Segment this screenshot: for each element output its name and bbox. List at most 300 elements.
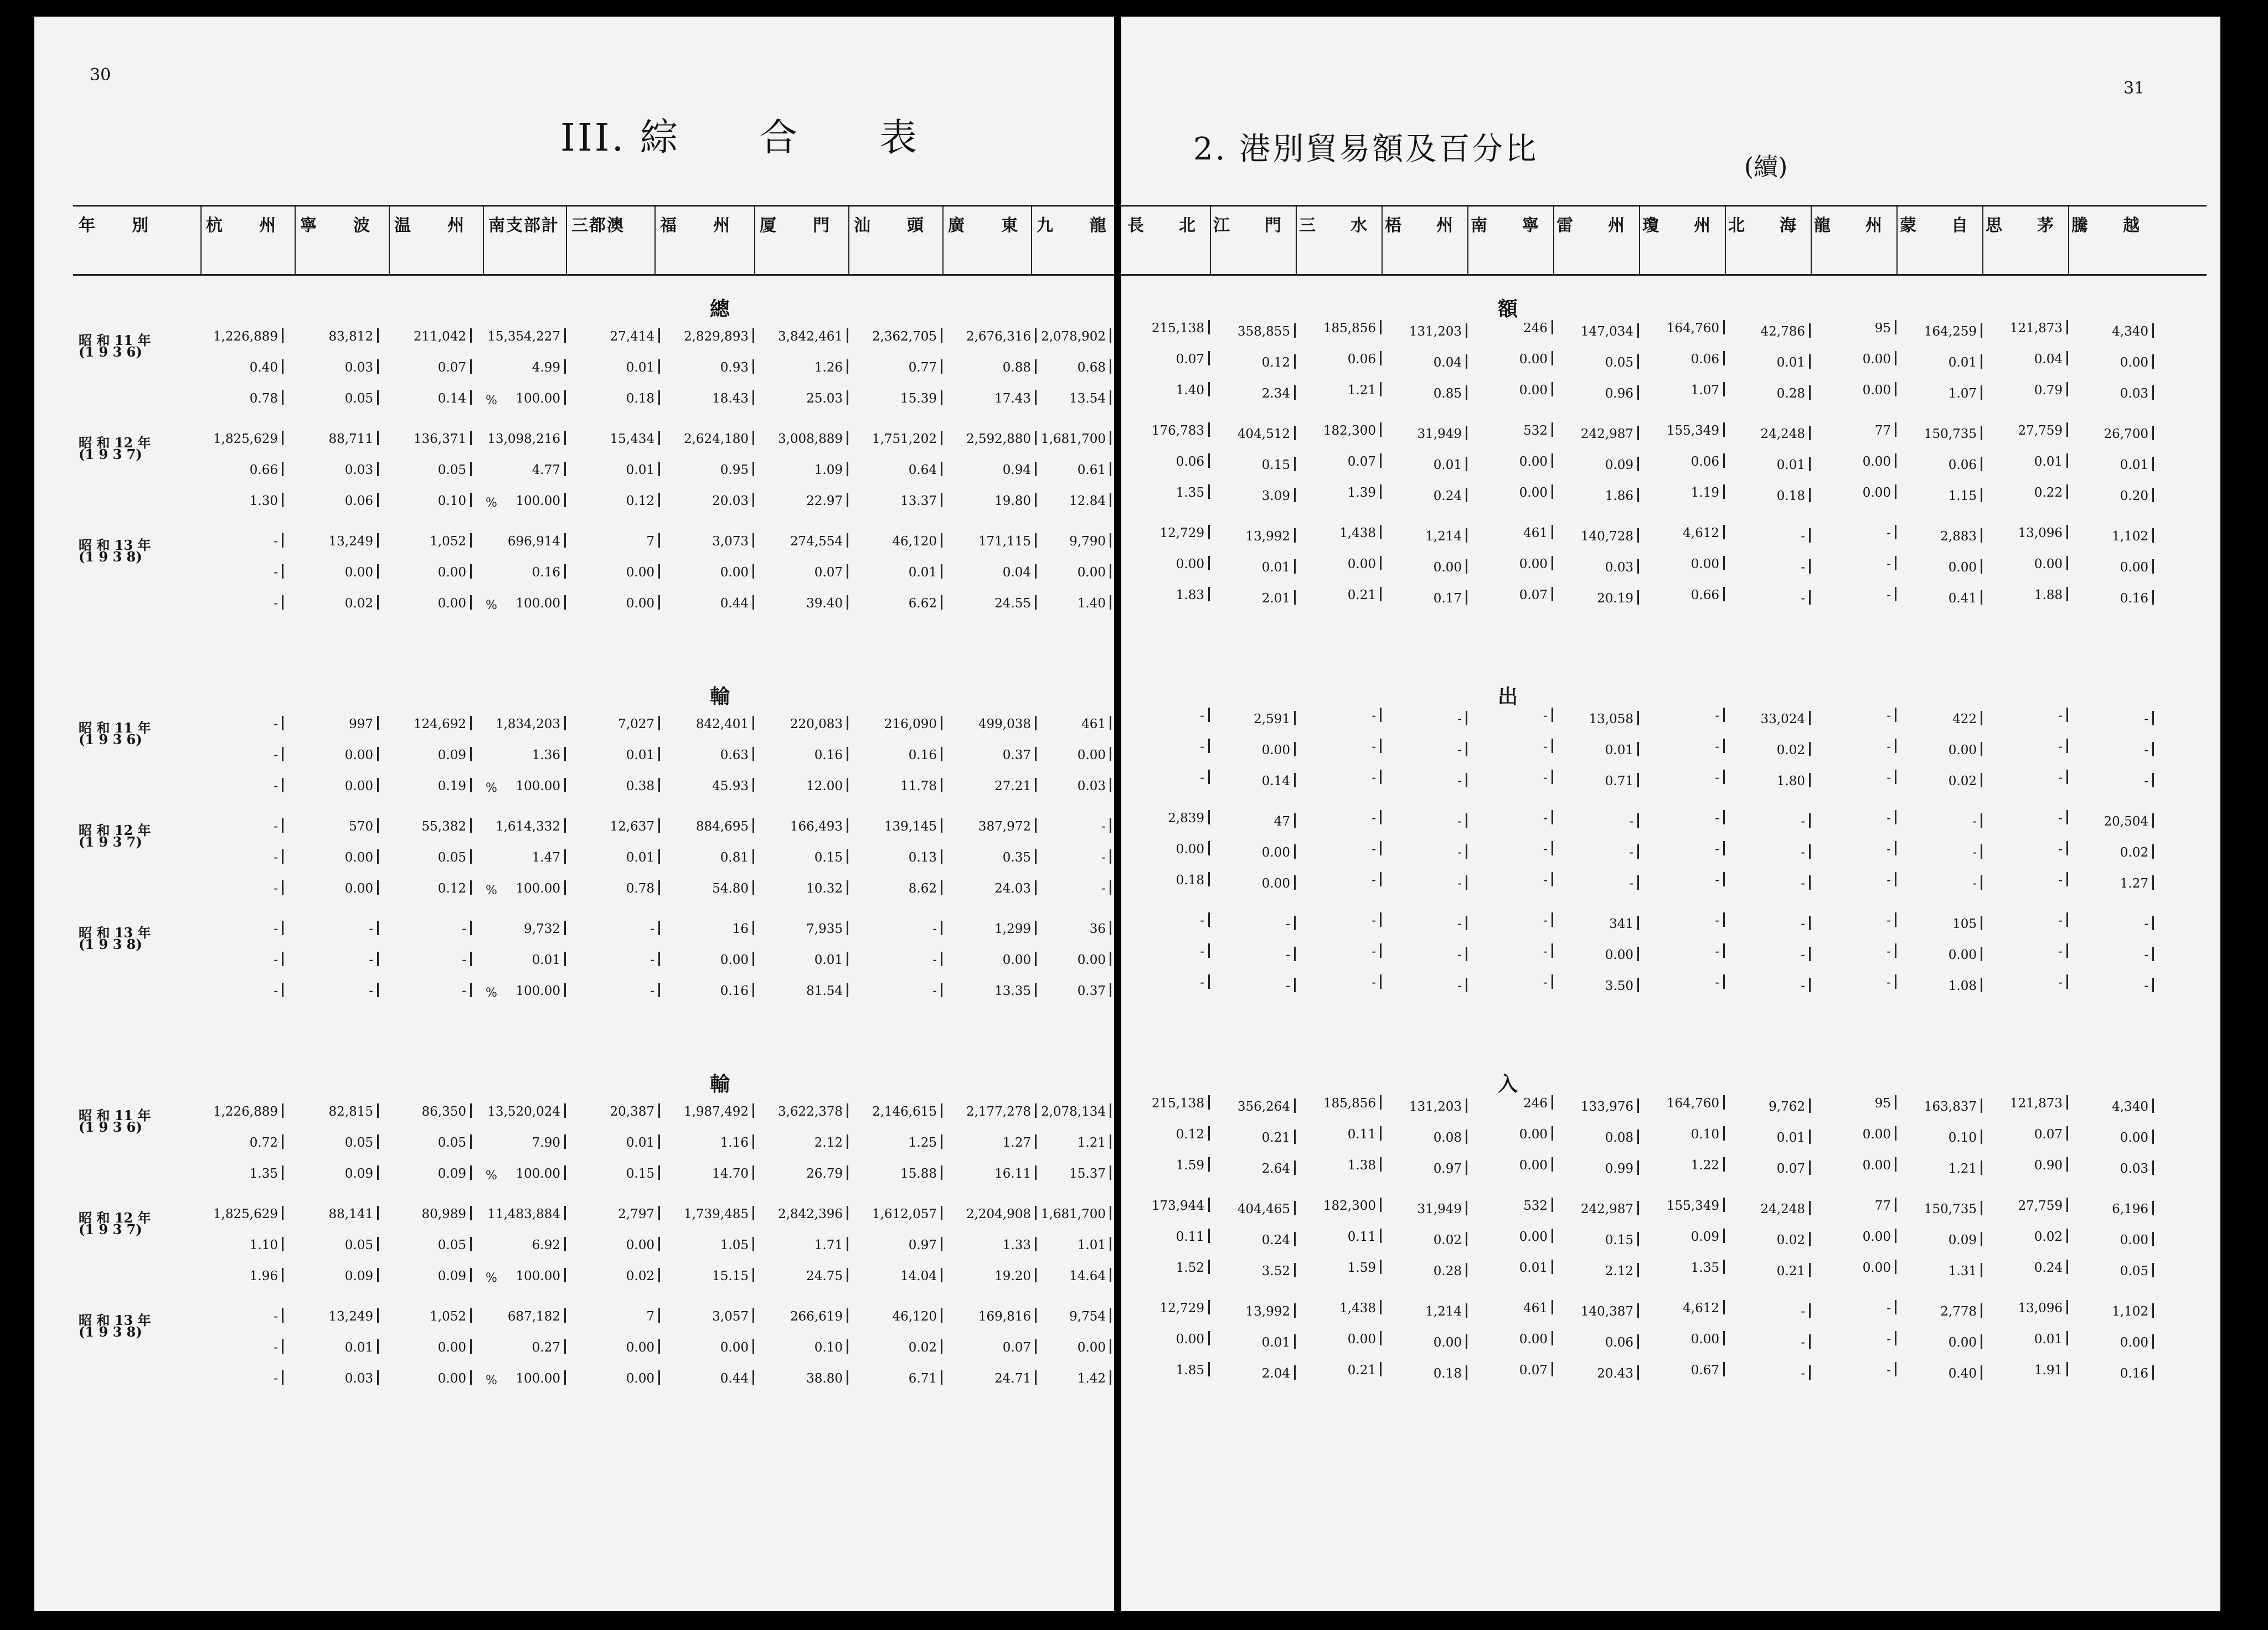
table-cell: 25.03 <box>806 391 843 406</box>
table-cell: - <box>1457 743 1462 757</box>
table-cell: - <box>1715 945 1719 959</box>
year-label-western: (1 9 3 7) <box>79 834 142 850</box>
table-cell: - <box>1372 709 1376 723</box>
cell-tick <box>1110 1339 1111 1354</box>
table-cell: - <box>1801 948 1805 962</box>
column-header: 蒙 自 <box>1900 216 1968 235</box>
table-cell: 1.27 <box>2120 876 2148 891</box>
table-cell: 1.36 <box>532 748 560 762</box>
section-label: 入 <box>1498 1072 1518 1096</box>
table-cell: 4,612 <box>1683 526 1719 540</box>
table-cell: 0.38 <box>626 779 654 793</box>
table-cell: 1.52 <box>1176 1261 1204 1275</box>
table-cell: 0.00 <box>1862 352 1891 367</box>
table-cell: 16 <box>732 922 749 936</box>
table-cell: - <box>274 953 278 967</box>
table-cell: 46,120 <box>892 534 937 549</box>
table-cell: 0.71 <box>1605 774 1633 788</box>
table-cell: 20.03 <box>712 494 749 508</box>
table-cell: 19.20 <box>994 1269 1031 1283</box>
table-cell: 0.01 <box>1776 1131 1805 1145</box>
table-cell: 0.16 <box>2120 591 2148 606</box>
table-cell: 0.06 <box>1948 458 1977 472</box>
column-header: 長 北 <box>1127 216 1196 235</box>
table-cell: - <box>1457 774 1462 788</box>
table-cell: 15,354,227 <box>487 329 560 344</box>
table-cell: 1.30 <box>249 494 278 508</box>
page-number: 31 <box>2123 79 2145 98</box>
table-cell: - <box>650 922 654 936</box>
table-cell: 100.00 <box>516 494 560 508</box>
table-cell: 0.00 <box>1690 557 1719 571</box>
year-label: 昭 和 13 年 <box>79 1312 151 1328</box>
cell-tick <box>1110 1206 1111 1220</box>
table-cell: 0.21 <box>1261 1131 1290 1145</box>
table-cell: - <box>1457 917 1462 931</box>
table-cell: 24.71 <box>994 1371 1031 1386</box>
column-divider <box>1982 205 1983 276</box>
column-header: 三 水 <box>1299 216 1368 235</box>
cell-tick <box>1110 952 1111 966</box>
table-cell: 215,138 <box>1151 321 1204 336</box>
table-cell: - <box>1372 914 1376 928</box>
table-cell: 0.00 <box>437 596 466 611</box>
table-cell: 0.00 <box>1519 1230 1548 1244</box>
table-cell: 0.02 <box>1776 1233 1805 1247</box>
table-cell: 0.04 <box>1002 565 1031 580</box>
year-label-western: (1 9 3 7) <box>79 446 142 462</box>
table-cell: 0.05 <box>344 391 373 406</box>
table-cell: - <box>462 922 466 936</box>
table-cell: - <box>1457 979 1462 993</box>
table-cell: - <box>1543 873 1548 888</box>
column-header: 杭 州 <box>206 216 277 235</box>
table-cell: - <box>1372 771 1376 785</box>
table-cell: 0.78 <box>626 881 654 896</box>
table-cell: - <box>1801 1366 1805 1381</box>
table-cell: 0.24 <box>1261 1233 1290 1247</box>
table-cell: 100.00 <box>516 1167 560 1181</box>
table-cell: 12.00 <box>806 779 843 793</box>
table-cell: 0.00 <box>1519 1158 1548 1173</box>
table-cell: 2,592,880 <box>966 432 1031 446</box>
table-cell: 0.00 <box>1948 743 1977 757</box>
table-cell: 7.90 <box>532 1136 560 1150</box>
table-cell: 164,760 <box>1666 321 1719 336</box>
table-cell: 1.33 <box>1002 1238 1031 1252</box>
cell-tick <box>1110 431 1111 445</box>
table-cell: 0.00 <box>1176 557 1204 571</box>
table-cell: 0.07 <box>1002 1340 1031 1355</box>
table-cell: 0.00 <box>437 1340 466 1355</box>
column-divider <box>1382 205 1383 276</box>
table-cell: 2.01 <box>1261 591 1290 606</box>
table-cell: 0.13 <box>908 850 937 865</box>
table-cell: 0.01 <box>1776 458 1805 472</box>
table-cell: 1.21 <box>1347 383 1376 398</box>
table-cell: 1.83 <box>1176 588 1204 602</box>
table-cell: 0.05 <box>437 463 466 477</box>
cell-tick <box>2152 1365 2154 1380</box>
table-cell: 24,248 <box>1760 427 1805 441</box>
table-cell: 100.00 <box>516 881 560 896</box>
table-cell: - <box>2144 712 2148 726</box>
table-cell: 1.47 <box>532 850 560 865</box>
table-cell: - <box>1200 976 1204 990</box>
table-cell: 0.00 <box>1690 1332 1719 1347</box>
table-cell: 83,812 <box>328 329 373 344</box>
table-cell: - <box>1801 529 1805 544</box>
year-label: 昭 和 13 年 <box>79 925 151 941</box>
table-cell: 0.00 <box>720 953 749 967</box>
table-cell: - <box>1200 740 1204 754</box>
table-cell: - <box>650 953 654 967</box>
table-cell: 0.02 <box>626 1269 654 1283</box>
percent-sign: % <box>486 1271 497 1285</box>
cell-tick <box>2152 323 2154 338</box>
table-cell: - <box>1886 1363 1891 1378</box>
table-cell: 0.00 <box>1862 1127 1891 1142</box>
table-cell: 0.88 <box>1002 360 1031 375</box>
table-cell: 0.00 <box>1261 876 1290 891</box>
table-cell: 1.27 <box>1002 1136 1031 1150</box>
table-cell: 0.00 <box>2120 355 2148 370</box>
table-cell: 2.04 <box>1261 1366 1290 1381</box>
table-cell: - <box>1200 914 1204 928</box>
table-cell: 1.35 <box>249 1167 278 1181</box>
table-cell: 13,520,024 <box>487 1105 560 1119</box>
table-cell: 0.01 <box>2120 458 2148 472</box>
table-cell: 2,797 <box>618 1207 654 1221</box>
column-header: 汕 頭 <box>854 216 925 235</box>
table-cell: 0.12 <box>626 494 654 508</box>
table-cell: 1.10 <box>249 1238 278 1252</box>
table-cell: 0.90 <box>2034 1158 2063 1173</box>
table-cell: 1.38 <box>1347 1158 1376 1173</box>
table-cell: 884,695 <box>695 819 749 834</box>
table-cell: 0.68 <box>1077 360 1106 375</box>
table-cell: 20.19 <box>1597 591 1633 606</box>
table-cell: - <box>1457 814 1462 829</box>
cell-tick <box>2152 1263 2154 1277</box>
table-cell: 6.71 <box>908 1371 937 1386</box>
table-cell: 0.28 <box>1776 386 1805 401</box>
table-cell: 1.21 <box>1948 1162 1977 1176</box>
table-cell: 13,992 <box>1245 529 1290 544</box>
cell-tick <box>1110 359 1111 374</box>
table-cell: 19.80 <box>994 494 1031 508</box>
table-cell: 215,138 <box>1151 1096 1204 1111</box>
table-cell: - <box>1101 881 1106 896</box>
table-cell: 0.09 <box>437 1167 466 1181</box>
column-header: 南支部計 <box>488 216 559 235</box>
table-cell: 341 <box>1609 917 1633 931</box>
table-cell: - <box>1457 876 1462 891</box>
table-cell: 0.00 <box>1519 455 1548 469</box>
table-cell: 13,096 <box>2018 1301 2063 1316</box>
table-cell: 2.34 <box>1261 386 1290 401</box>
cell-tick <box>1110 1134 1111 1149</box>
table-cell: 27,759 <box>2018 1199 2063 1213</box>
table-cell: - <box>2058 873 2063 888</box>
cell-tick <box>1110 1103 1111 1118</box>
year-label: 昭 和 13 年 <box>79 537 151 553</box>
table-cell: - <box>369 922 373 936</box>
table-cell: 0.00 <box>1519 1332 1548 1347</box>
table-cell: 0.00 <box>1948 1335 1977 1350</box>
table-cell: - <box>1715 914 1719 928</box>
table-cell: 0.37 <box>1002 748 1031 762</box>
table-cell: - <box>1372 873 1376 888</box>
table-cell: 15.39 <box>900 391 937 406</box>
column-divider <box>1725 205 1726 276</box>
table-cell: - <box>1200 709 1204 723</box>
table-cell: 0.09 <box>437 748 466 762</box>
year-label-western: (1 9 3 6) <box>79 1119 142 1135</box>
table-cell: 0.01 <box>1519 1261 1548 1275</box>
table-cell: 0.03 <box>2120 386 2148 401</box>
table-cell: 0.85 <box>1433 386 1462 401</box>
table-cell: - <box>1972 876 1977 891</box>
table-cell: 3.52 <box>1261 1264 1290 1278</box>
table-cell: - <box>2058 842 2063 857</box>
table-cell: 1.80 <box>1776 774 1805 788</box>
table-cell: 0.15 <box>1605 1233 1633 1247</box>
cell-tick <box>2152 457 2154 471</box>
table-cell: - <box>1543 709 1548 723</box>
cell-tick <box>2152 590 2154 605</box>
table-cell: 0.11 <box>1176 1230 1204 1244</box>
table-cell: 358,855 <box>1237 324 1290 339</box>
column-divider <box>1896 205 1898 276</box>
table-cell: 0.81 <box>720 850 749 865</box>
table-cell: 0.00 <box>2120 560 2148 575</box>
table-cell: 0.64 <box>908 463 937 477</box>
table-cell: 1.22 <box>1690 1158 1719 1173</box>
table-cell: 0.00 <box>626 596 654 611</box>
table-cell: 0.12 <box>1261 355 1290 370</box>
table-cell: 0.05 <box>344 1238 373 1252</box>
table-cell: 0.05 <box>437 1238 466 1252</box>
year-label: 昭 和 11 年 <box>79 1107 151 1123</box>
cell-tick <box>2152 978 2154 992</box>
table-cell: 17.43 <box>994 391 1031 406</box>
table-cell: - <box>1629 876 1633 891</box>
table-cell: - <box>1286 917 1290 931</box>
table-cell: 997 <box>349 717 373 731</box>
cell-tick <box>2152 844 2154 859</box>
table-cell: 27,414 <box>610 329 654 344</box>
table-cell: 2,146,615 <box>872 1105 937 1119</box>
table-cell: 0.02 <box>1948 774 1977 788</box>
section-label: 額 <box>1498 297 1518 321</box>
table-cell: 246 <box>1523 1096 1548 1111</box>
table-cell: - <box>1715 842 1719 857</box>
table-cell: 100.00 <box>516 1371 560 1386</box>
table-cell: 0.24 <box>1433 489 1462 503</box>
table-cell: - <box>1886 1332 1891 1347</box>
table-cell: 16.11 <box>994 1167 1031 1181</box>
cell-tick <box>1110 983 1111 997</box>
table-cell: - <box>2144 917 2148 931</box>
section-label: 出 <box>1498 685 1518 708</box>
table-cell: 0.16 <box>814 748 843 762</box>
column-divider <box>1210 205 1211 276</box>
table-cell: 7,027 <box>618 717 654 731</box>
table-cell: 0.07 <box>1176 352 1204 367</box>
table-cell: 12.84 <box>1069 494 1106 508</box>
table-cell: 121,873 <box>2009 321 2063 336</box>
table-cell: - <box>274 717 278 731</box>
table-cell: - <box>1801 1335 1805 1350</box>
table-cell: - <box>1886 873 1891 888</box>
cell-tick <box>2152 559 2154 574</box>
table-cell: 7,935 <box>806 922 843 936</box>
table-cell: - <box>1372 945 1376 959</box>
table-cell: - <box>1886 914 1891 928</box>
year-label-western: (1 9 3 8) <box>79 549 142 565</box>
table-cell: 0.18 <box>1433 1366 1462 1381</box>
column-divider <box>566 205 567 276</box>
table-cell: 3,073 <box>712 534 749 549</box>
table-cell: 1,226,889 <box>213 1105 278 1119</box>
table-cell: 12,729 <box>1159 526 1204 540</box>
header-bottom-rule <box>1121 274 2207 276</box>
table-cell: 0.07 <box>2034 1127 2063 1142</box>
year-label-western: (1 9 3 8) <box>79 1324 142 1340</box>
table-cell: 11.78 <box>900 779 937 793</box>
table-cell: 0.00 <box>1519 352 1548 367</box>
table-cell: - <box>2058 740 2063 754</box>
table-cell: 0.66 <box>249 463 278 477</box>
column-divider <box>389 205 390 276</box>
table-cell: 20.43 <box>1597 1366 1633 1381</box>
year-label: 昭 和 12 年 <box>79 822 151 838</box>
table-cell: - <box>1286 979 1290 993</box>
percent-sign: % <box>486 394 497 407</box>
table-cell: - <box>1886 526 1891 540</box>
table-cell: 171,115 <box>978 534 1031 549</box>
table-cell: 0.95 <box>720 463 749 477</box>
table-cell: - <box>1715 811 1719 826</box>
table-cell: 461 <box>1523 1301 1548 1316</box>
table-cell: 0.04 <box>2034 352 2063 367</box>
table-cell: 55,382 <box>421 819 466 834</box>
table-cell: 0.06 <box>1176 455 1204 469</box>
table-cell: 0.00 <box>1002 953 1031 967</box>
table-cell: 31,949 <box>1417 427 1462 441</box>
table-cell: - <box>1801 917 1805 931</box>
cell-tick <box>2152 385 2154 400</box>
table-cell: 0.00 <box>1519 557 1548 571</box>
table-cell: 1,612,057 <box>872 1207 937 1221</box>
table-cell: 0.00 <box>1862 1230 1891 1244</box>
table-cell: 1,052 <box>430 1309 466 1324</box>
table-cell: 1,825,629 <box>213 432 278 446</box>
table-cell: 0.44 <box>720 1371 749 1386</box>
table-cell: 246 <box>1523 321 1548 336</box>
table-cell: 0.01 <box>626 748 654 762</box>
table-cell: 0.00 <box>1948 948 1977 962</box>
section-label: 輸 <box>710 685 730 708</box>
column-divider <box>1639 205 1640 276</box>
table-cell: 1.25 <box>908 1136 937 1150</box>
table-cell: - <box>1972 814 1977 829</box>
table-cell: 220,083 <box>790 717 843 731</box>
table-cell: 1.40 <box>1176 383 1204 398</box>
table-cell: 0.00 <box>344 565 373 580</box>
table-cell: 88,141 <box>328 1207 373 1221</box>
table-cell: 0.06 <box>1690 455 1719 469</box>
table-cell: - <box>1543 740 1548 754</box>
table-cell: 15.88 <box>900 1167 937 1181</box>
table-cell: 0.17 <box>1433 591 1462 606</box>
table-cell: 124,692 <box>413 717 466 731</box>
table-cell: 0.11 <box>1347 1230 1376 1244</box>
table-cell: 1.42 <box>1077 1371 1106 1386</box>
table-cell: 3,008,889 <box>777 432 843 446</box>
year-label-western: (1 9 3 6) <box>79 344 142 360</box>
table-cell: 0.00 <box>1077 748 1106 762</box>
table-cell: 13,249 <box>328 1309 373 1324</box>
table-cell: 0.00 <box>344 881 373 896</box>
cell-tick <box>2152 426 2154 440</box>
table-cell: 100.00 <box>516 391 560 406</box>
table-cell: 0.00 <box>1176 842 1204 857</box>
table-cell: - <box>1886 740 1891 754</box>
table-cell: 0.01 <box>532 953 560 967</box>
table-cell: 404,465 <box>1237 1202 1290 1216</box>
cell-tick <box>1110 564 1111 579</box>
table-cell: 1,614,332 <box>495 819 560 834</box>
table-cell: 147,034 <box>1580 324 1633 339</box>
table-cell: 2,624,180 <box>683 432 749 446</box>
column-header: 雷 州 <box>1556 216 1625 235</box>
table-cell: 1.40 <box>1077 596 1106 611</box>
table-cell: 687,182 <box>507 1309 560 1324</box>
table-cell: 2,676,316 <box>966 329 1031 344</box>
page-number: 30 <box>90 65 111 85</box>
table-cell: 182,300 <box>1323 1199 1376 1213</box>
table-cell: 0.02 <box>1433 1233 1462 1247</box>
table-cell: 2,842,396 <box>777 1207 843 1221</box>
table-cell: - <box>274 819 278 834</box>
table-cell: 131,203 <box>1409 1100 1462 1114</box>
column-header: 江 門 <box>1213 216 1282 235</box>
column-header: 北 海 <box>1728 216 1797 235</box>
table-cell: 0.06 <box>1605 1335 1633 1350</box>
percent-sign: % <box>486 599 497 612</box>
table-cell: 0.02 <box>2034 1230 2063 1244</box>
table-cell: 36 <box>1089 922 1106 936</box>
table-cell: 100.00 <box>516 779 560 793</box>
cell-tick <box>1110 747 1111 761</box>
table-cell: 2,829,893 <box>683 329 749 344</box>
column-header: 温 州 <box>394 216 465 235</box>
table-cell: 13.35 <box>994 984 1031 998</box>
table-cell: 1,834,203 <box>495 717 560 731</box>
table-cell: - <box>1457 712 1462 726</box>
table-cell: 0.01 <box>626 360 654 375</box>
table-cell: 46,120 <box>892 1309 937 1324</box>
table-cell: 15,434 <box>610 432 654 446</box>
table-cell: 0.77 <box>908 360 937 375</box>
table-cell: - <box>1543 842 1548 857</box>
table-cell: 2,362,705 <box>872 329 937 344</box>
table-cell: - <box>274 534 278 549</box>
table-cell: 0.00 <box>1862 486 1891 500</box>
table-cell: - <box>1200 945 1204 959</box>
